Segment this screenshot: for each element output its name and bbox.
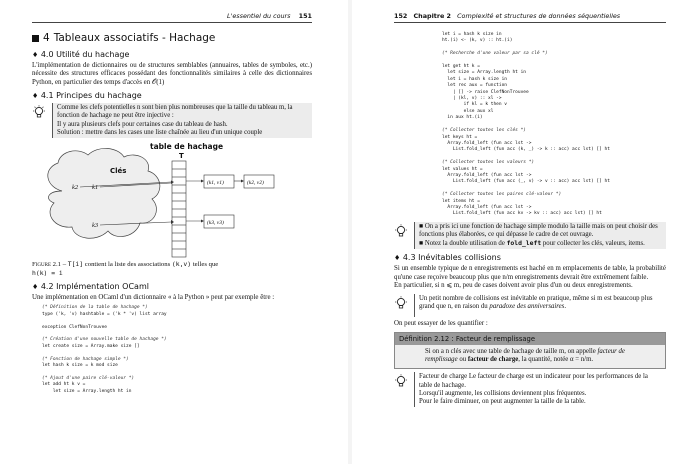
- tip-line: Comme les clefs potentielles n sont bien plus nombreuses que la taille du tableau m, la fonction de hachage ne peut être injective :: [57, 104, 293, 120]
- subsection-4-3-text1: Si un ensemble typique de n enregistrements est haché en m emplacements de table, la probabilité qu'une case reçoive beaucoup plus que n/m enregistrements devrait être extrêmement faible.: [394, 265, 666, 281]
- diamond-icon: ♦: [394, 254, 401, 263]
- lightbulb-icon: [394, 222, 408, 250]
- caption-text: contient la liste des associations: [84, 261, 171, 269]
- facteur-tip-line-3: Pour le faire diminuer, on peut augmenter la taille de la table.: [419, 398, 586, 406]
- caption-eq: h(k) = i: [32, 269, 63, 278]
- left-page-number: 151: [298, 12, 312, 20]
- definition-term-1: facteur de remplissage: [425, 348, 625, 364]
- code-line: (* Création d'une nouvelle table de hachage *): [42, 337, 167, 343]
- key-k1: k1: [92, 184, 99, 192]
- tip-line: Il y aura plusieurs clefs pour certaines case du tableau de hash.: [57, 120, 228, 128]
- code-line: List.fold_left (fun acc kv -> kv :: acc) acc lst) [] ht: [442, 211, 602, 217]
- code-line: type ('k, 'v) hashtable = ('k * 'v) list array: [42, 311, 167, 317]
- right-page-number: 152: [394, 12, 408, 20]
- table-label: table de hachage: [150, 142, 224, 152]
- definition-text-pre: Si on a n clés avec une table de hachage de taille m, on appelle: [425, 348, 596, 356]
- definition-text-post: , la quantité, notée α = n/m.: [518, 356, 594, 364]
- facteur-tip-line-2: Lorsqu'il augmente, les collisions deviennent plus fréquentes.: [419, 389, 587, 397]
- tip-bullet-2-pre: Notez la double utilisation de: [424, 240, 505, 248]
- right-running-header: [394, 12, 666, 23]
- subsection-4-0-title: 4.0 Utilité du hachage: [40, 50, 130, 59]
- tip-bullet-1: ■ On a pris ici une fonction de hachage simple modulo la taille mais on peut choisir des fonctions plus élaborées, ce qui dépasse le cadre de cet ouvrage.: [419, 222, 658, 238]
- code-line: (* Collecter toutes les valeurs *): [442, 160, 535, 166]
- tip-box-facteur: [394, 372, 666, 407]
- code-line: ht.(i) <- (k, v) :: ht.(i): [442, 38, 513, 44]
- tip-bullet-2: ■ Notez la double utilisation de fold_left pour collecter les clés, valeurs, items.: [419, 239, 645, 248]
- code-line: List.fold_left (fun acc (_, v) -> v :: acc) acc lst) [] ht: [442, 179, 610, 185]
- hash-table-diagram: [32, 141, 312, 259]
- code-line: (* Recherche d'une valeur par sa clé *): [442, 51, 548, 57]
- code-line: let add ht k v =: [42, 382, 86, 388]
- code-line: Array.fold_left (fun acc lst ->: [442, 140, 532, 146]
- lightbulb-icon: [32, 103, 46, 138]
- left-running-header: [32, 12, 312, 23]
- subsection-4-3-heading: [394, 253, 666, 262]
- table-cells: [172, 161, 186, 257]
- code-line: | [] -> raise ClefNonTrouvee: [442, 89, 529, 95]
- code-line: let i = hash k size in: [442, 32, 502, 37]
- subsection-4-0-text: L'implémentation de dictionnaires ou de structures semblables (annuaires, tables de symboles, etc.) nécessite des structures efficaces possédant des fonctionnalités similaires à celle des dictionnaires Python, en particulier des temps d'accès en 𝒪(1): [32, 62, 312, 86]
- ocaml-code-left: [42, 305, 312, 395]
- tip-body: [52, 103, 312, 138]
- pair-k1v1: (k1, v1): [207, 180, 224, 187]
- left-header-title: L'essentiel du cours: [227, 12, 291, 20]
- definition-box: [394, 332, 666, 369]
- section-square-icon: [32, 35, 39, 42]
- hash-table-figure: [32, 141, 312, 259]
- table-name: T: [179, 152, 184, 161]
- subsection-4-2-heading: [32, 282, 312, 291]
- subsection-4-2-text: Une implémentation en OCaml d'un dictionnaire « à la Python » peut par exemple être :: [32, 294, 275, 302]
- subsection-4-2-title: 4.2 Implémentation OCaml: [40, 282, 149, 292]
- code-line: let i = hash k size in: [442, 76, 508, 82]
- definition-text-mid: ou: [459, 356, 467, 364]
- subsection-4-1-heading: [32, 91, 312, 100]
- diamond-icon: ♦: [32, 51, 39, 59]
- section-title: Tableaux associatifs - Hachage: [53, 32, 216, 44]
- code-line: let size = Array.length ht in: [42, 388, 132, 394]
- definition-body: [395, 345, 665, 368]
- pair-k3v3: (k3, v3): [207, 220, 224, 227]
- tip-bullet-2-code: fold_left: [506, 239, 542, 248]
- code-line: let size = Array.length ht in: [442, 70, 526, 76]
- tip-box-hachage: [32, 103, 312, 138]
- tip-box-collisions: [394, 294, 666, 317]
- diamond-icon: ♦: [32, 283, 39, 292]
- caption-code: T[i]: [67, 260, 84, 269]
- chapter-label: Chapitre 2: [413, 12, 451, 20]
- section-heading: [32, 32, 312, 44]
- code-line: let keys ht =: [442, 134, 478, 140]
- right-page: [352, 0, 700, 464]
- code-line: else aux xl: [442, 108, 494, 114]
- code-line: if kl = k then v: [442, 102, 508, 108]
- tip-bullet-2-post: pour collecter les clés, valeurs, items.: [542, 240, 645, 248]
- collision-tip-emphasis: paradoxe des anniversaires: [489, 302, 565, 310]
- subsection-4-3-text2: En particulier, si n ⩽ m, peu de cases doivent avoir plus d'un ou deux enregistrements.: [394, 282, 633, 290]
- code-line: (* Collecter toutes les clés *): [442, 128, 526, 134]
- key-k2: k2: [72, 184, 79, 192]
- code-line: Array.fold_left (fun acc lst ->: [442, 172, 532, 178]
- lightbulb-icon: [394, 372, 408, 407]
- tip-body: [414, 222, 666, 250]
- diamond-icon: ♦: [32, 92, 39, 101]
- lightbulb-icon: [394, 294, 408, 317]
- subsection-4-1-title: 4.1 Principes du hachage: [40, 91, 142, 101]
- code-line: (* Définition de la table de hachage *): [42, 305, 148, 311]
- caption-prefix: Figure 2.1 –: [32, 261, 67, 269]
- code-line: | (kl, v) :: xl ->: [442, 96, 502, 102]
- section-number: 4: [43, 32, 50, 44]
- tip-bullet-1-text: On a pris ici une fonction de hachage simple modulo la taille mais on peut choisir des fonctions plus élaborées, ce qui dépasse le cadre de cet ouvrage.: [419, 222, 658, 238]
- ocaml-code-right: [442, 32, 666, 218]
- caption-pair: (k,v): [171, 260, 192, 269]
- figure-caption: [32, 260, 312, 278]
- tip-box-implementation: [394, 222, 666, 250]
- subsection-4-0-heading: [32, 50, 312, 59]
- code-line: Array.fold_left (fun acc lst ->: [442, 204, 532, 210]
- code-line: let items ht =: [442, 198, 480, 204]
- tip-line: Solution : mettre dans les cases une liste chaînée au lieu d'un unique couple: [57, 128, 263, 136]
- pair-k2v2: (k2, v2): [247, 180, 264, 187]
- code-line: List.fold_left (fun acc (k, _) -> k :: acc) acc lst) [] ht: [442, 147, 610, 153]
- left-page: [0, 0, 348, 464]
- code-line: let rec aux = function: [442, 83, 508, 89]
- facteur-tip-line-1: Facteur de charge Le facteur de charge est un indicateur pour les performances de la table de hachage.: [419, 373, 648, 389]
- tip-body: Un petit nombre de collisions est inévitable en pratique, même si m est beaucoup plus grand que n, en raison du paradoxe des anniversaires.: [414, 294, 666, 317]
- subsection-4-3-title: 4.3 Inévitables collisions: [402, 253, 501, 263]
- code-line: let hash k size = k mod size: [42, 363, 118, 369]
- chapter-title: Complexité et structures de données séquentielles: [457, 12, 621, 20]
- code-line: exception ClefNonTrouvee: [42, 324, 108, 330]
- subsection-4-3-text3: On peut essayer de les quantifier :: [394, 319, 488, 327]
- code-line: let create size = Array.make size []: [42, 343, 140, 349]
- definition-heading: Définition 2.12 : Facteur de remplissage: [395, 333, 665, 345]
- cloud-label: Clés: [110, 167, 127, 176]
- code-line: (* Collecter toutes les paires clé-valeur *): [442, 192, 562, 198]
- tip-body: [414, 372, 666, 407]
- key-k3: k3: [92, 222, 99, 230]
- definition-term-2: facteur de charge: [467, 356, 519, 364]
- code-line: (* Fonction de hachage simple *): [42, 356, 129, 362]
- code-line: let values ht =: [442, 166, 483, 172]
- code-line: let get ht k =: [442, 64, 480, 70]
- code-line: (* Ajout d'une paire clé-valeur *): [42, 375, 135, 381]
- code-line: in aux ht.(i): [442, 115, 483, 121]
- collision-tip-pre: Un petit nombre de collisions est inévitable en pratique, même si m est beaucoup plus grand que n, en raison du: [419, 294, 653, 310]
- caption-text2: telles que: [192, 261, 219, 269]
